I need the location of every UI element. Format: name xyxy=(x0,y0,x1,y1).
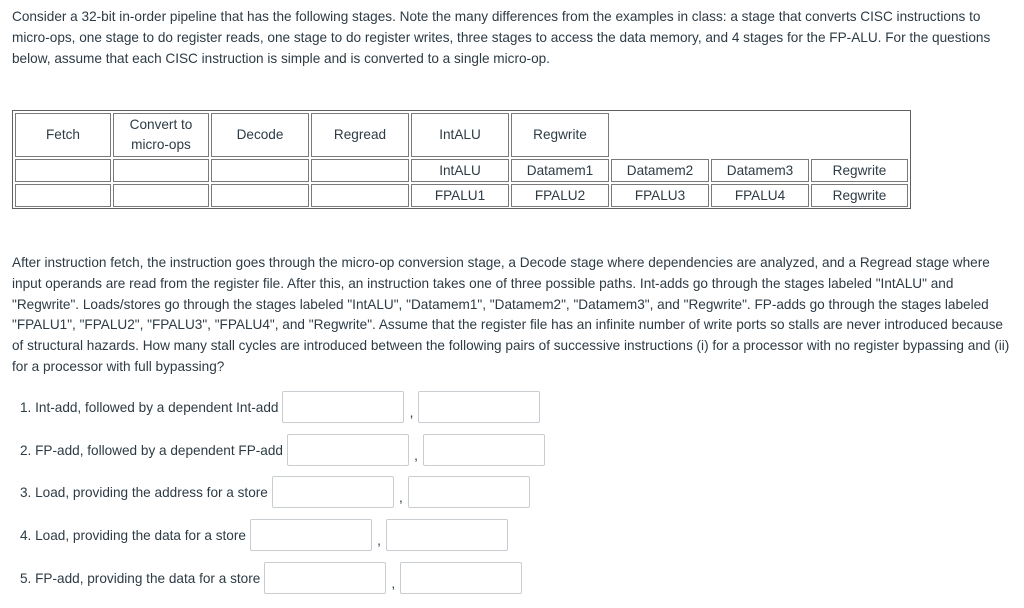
stage-datamem1: Datamem1 xyxy=(511,159,609,182)
stage-fpalu1: FPALU1 xyxy=(411,184,509,207)
answer-full-bypass-3[interactable] xyxy=(408,476,530,508)
answer-full-bypass-4[interactable] xyxy=(386,519,508,551)
question-paragraph: After instruction fetch, the instruction goes through the micro-op conversion stage, a Decode stage where dependencies are analyzed, and a Regread stage where input operands are read from the register file. After this, an instruction takes one of three possible paths. Int-adds go through the stages labeled "IntALU" and "Regwrite". Loads/stores go through the stages labeled "IntALU", "Datamem1", "Datamem2", "Datamem3", and "Regwrite". FP-adds go through the stages labeled "FPALU1", "FPALU2", "FPALU3", "FPALU4", and "Regwrite". Assume that the register file has an infinite number of write ports so stalls are never introduced because of structural hazards. How many stall cycles are introduced between the following pairs of successive instructions (i) for a processor with no register bypassing and (ii) for a processor with full bypassing? xyxy=(12,255,1010,374)
answer-full-bypass-2[interactable] xyxy=(423,434,545,466)
answer-no-bypass-5[interactable] xyxy=(264,562,386,594)
empty-cell xyxy=(311,159,409,182)
stage-fpalu4: FPALU4 xyxy=(711,184,809,207)
question-item-5 xyxy=(20,561,522,595)
question-label: 2. FP-add, followed by a dependent FP-add xyxy=(20,442,283,458)
question-item-2 xyxy=(20,433,545,467)
separator: , xyxy=(377,532,381,548)
answer-full-bypass-5[interactable] xyxy=(400,562,522,594)
separator: , xyxy=(391,575,396,591)
stage-datamem2: Datamem2 xyxy=(611,159,709,182)
empty-cell xyxy=(611,113,908,157)
empty-cell xyxy=(311,184,409,207)
answer-no-bypass-3[interactable] xyxy=(272,476,394,508)
question-label: 5. FP-add, providing the data for a store xyxy=(20,570,261,586)
question-item-4 xyxy=(20,518,508,552)
stage-fpalu3: FPALU3 xyxy=(611,184,709,207)
separator: , xyxy=(414,447,418,463)
stage-convert: Convert to micro-ops xyxy=(113,113,209,157)
empty-cell xyxy=(211,159,309,182)
empty-cell xyxy=(15,184,111,207)
answer-no-bypass-2[interactable] xyxy=(287,434,409,466)
stage-datamem3: Datamem3 xyxy=(711,159,809,182)
stage-fpalu2: FPALU2 xyxy=(511,184,609,207)
stage-regwrite-2: Regwrite xyxy=(811,159,908,182)
stage-fetch: Fetch xyxy=(15,113,111,157)
empty-cell xyxy=(15,159,111,182)
stage-regwrite-3: Regwrite xyxy=(811,184,908,207)
empty-cell xyxy=(113,159,209,182)
pipeline-table xyxy=(12,110,911,209)
stage-regread: Regread xyxy=(311,113,409,157)
separator: , xyxy=(409,404,414,420)
separator: , xyxy=(398,489,403,505)
question-label: 4. Load, providing the data for a store xyxy=(20,527,246,543)
answer-no-bypass-1[interactable] xyxy=(282,391,404,423)
question-label: 1. Int-add, followed by a dependent Int-add xyxy=(20,399,279,415)
question-item-3 xyxy=(20,475,530,509)
question-label: 3. Load, providing the address for a store xyxy=(20,484,268,500)
stage-intalu: IntALU xyxy=(411,113,509,157)
stage-regwrite: Regwrite xyxy=(511,113,609,157)
question-item-1 xyxy=(20,390,540,424)
empty-cell xyxy=(113,184,209,207)
empty-cell xyxy=(211,184,309,207)
intro-paragraph: Consider a 32-bit in-order pipeline that has the following stages. Note the many differences from the examples in class: a stage that converts CISC instructions to micro-ops, one stage to do register reads, one stage to do register writes, three stages to access the data memory, and 4 stages for the FP-ALU. For the questions below, assume that each CISC instruction is simple and is converted to a single micro-op. xyxy=(12,9,991,66)
answer-full-bypass-1[interactable] xyxy=(418,391,540,423)
stage-intalu-2: IntALU xyxy=(411,159,509,182)
answer-no-bypass-4[interactable] xyxy=(250,519,372,551)
stage-decode: Decode xyxy=(211,113,309,157)
